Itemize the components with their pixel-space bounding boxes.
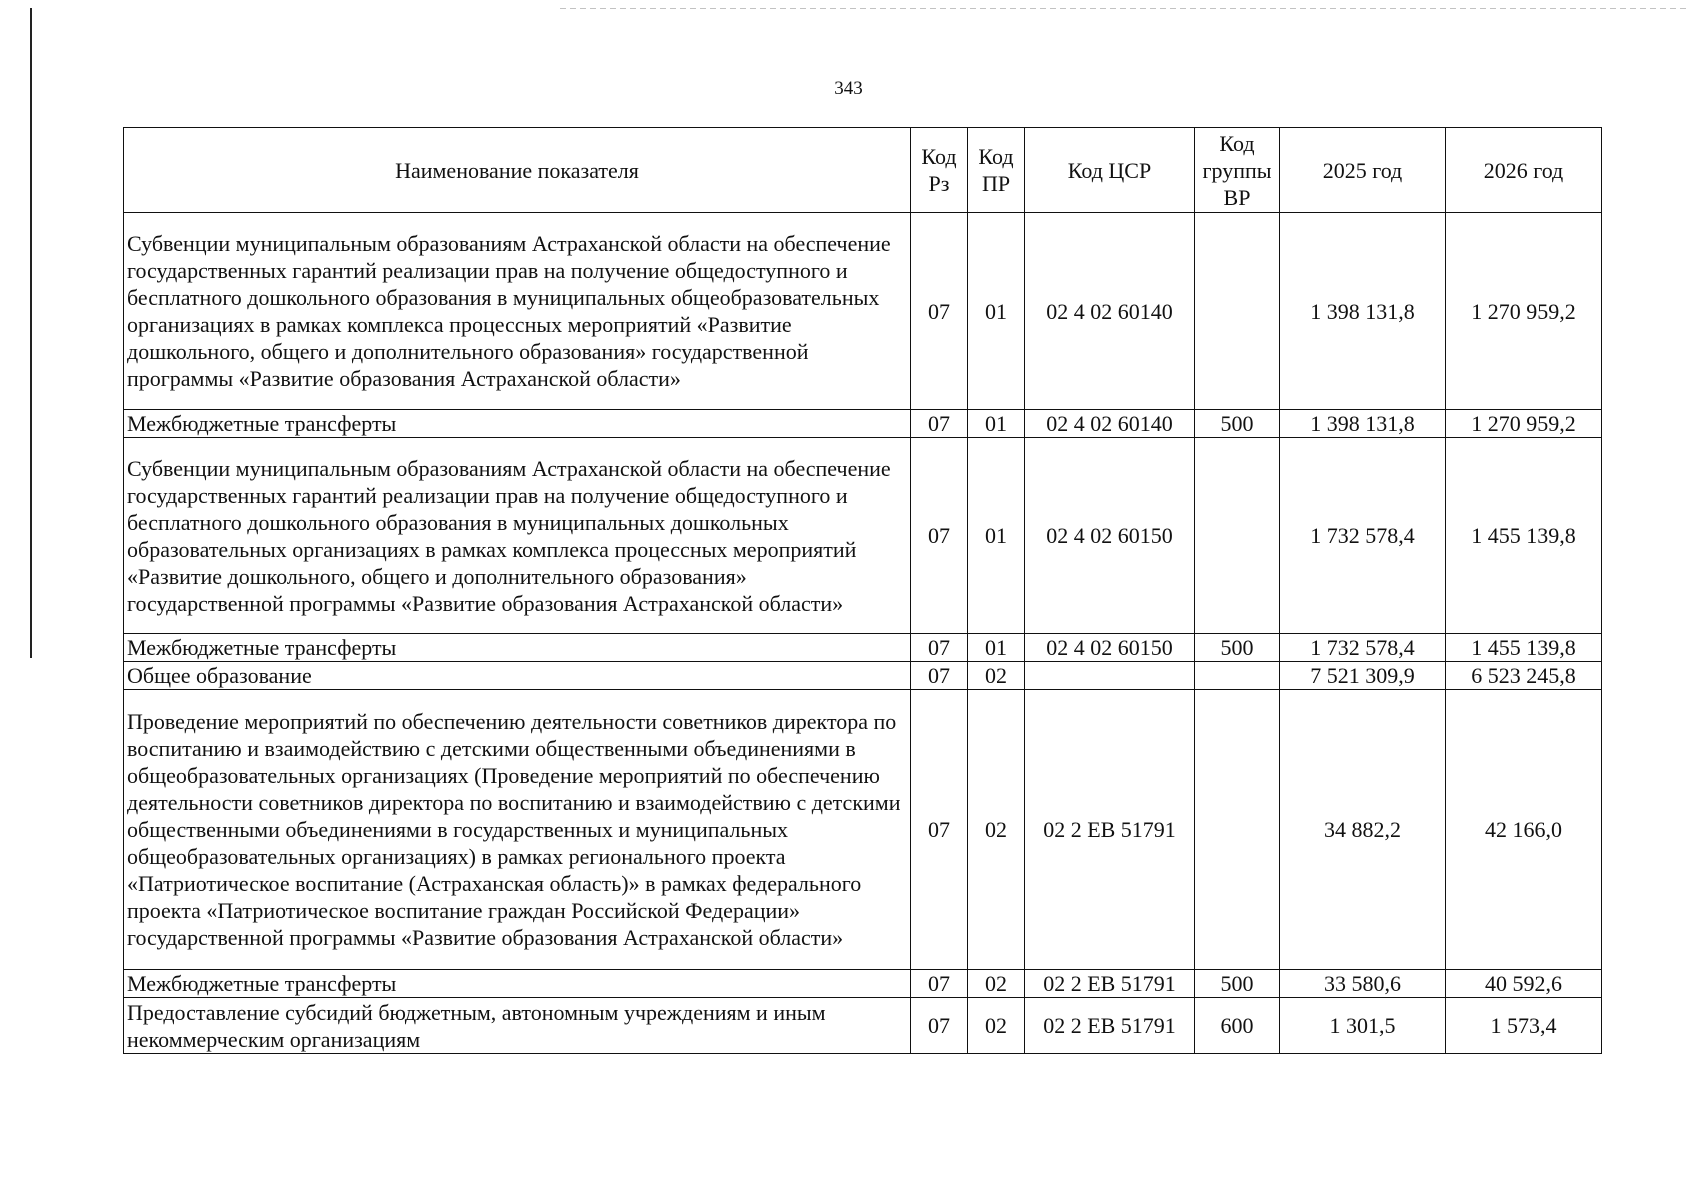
header-rz: Код Рз: [911, 128, 968, 213]
scan-top-edge: [560, 8, 1690, 9]
cell-2025: 1 301,5: [1280, 998, 1446, 1054]
cell-name: Субвенции муниципальным образованиям Астраханской области на обеспечение государственных гарантий реализации прав на получение общедоступного и бесплатного дошкольного образования в муниципальных дошкольных образовательных организациях в рамках комплекса процессных мероприятий «Развитие дошкольного, общего и дополнительного образования» государственной программы «Развитие образования Астраханской области»: [124, 438, 911, 634]
cell-2026: 40 592,6: [1446, 970, 1602, 998]
cell-2026: 1 455 139,8: [1446, 634, 1602, 662]
cell-rz: 07: [911, 410, 968, 438]
cell-rz: 07: [911, 998, 968, 1054]
header-2026: 2026 год: [1446, 128, 1602, 213]
cell-vr: 500: [1195, 634, 1280, 662]
cell-name: Межбюджетные трансферты: [124, 970, 911, 998]
header-pr: Код ПР: [968, 128, 1025, 213]
cell-csr: 02 4 02 60150: [1025, 438, 1195, 634]
cell-csr: 02 4 02 60150: [1025, 634, 1195, 662]
cell-name: Общее образование: [124, 662, 911, 690]
cell-pr: 02: [968, 690, 1025, 970]
cell-2025: 34 882,2: [1280, 690, 1446, 970]
cell-rz: 07: [911, 970, 968, 998]
table-row: [124, 970, 1602, 998]
cell-csr: 02 2 EB 51791: [1025, 690, 1195, 970]
cell-2025: 1 732 578,4: [1280, 438, 1446, 634]
cell-name: Межбюджетные трансферты: [124, 410, 911, 438]
cell-pr: 02: [968, 970, 1025, 998]
table-row: [124, 438, 1602, 634]
cell-vr: [1195, 213, 1280, 410]
cell-csr: 02 4 02 60140: [1025, 213, 1195, 410]
cell-2025: 1 398 131,8: [1280, 213, 1446, 410]
cell-rz: 07: [911, 213, 968, 410]
cell-pr: 01: [968, 410, 1025, 438]
cell-name: Межбюджетные трансферты: [124, 634, 911, 662]
cell-csr: [1025, 662, 1195, 690]
cell-rz: 07: [911, 690, 968, 970]
cell-2025: 1 732 578,4: [1280, 634, 1446, 662]
cell-rz: 07: [911, 438, 968, 634]
table-row: [124, 213, 1602, 410]
cell-csr: 02 4 02 60140: [1025, 410, 1195, 438]
cell-2025: 1 398 131,8: [1280, 410, 1446, 438]
cell-2026: 1 573,4: [1446, 998, 1602, 1054]
table-row: [124, 634, 1602, 662]
table-header-row: [124, 128, 1602, 213]
cell-2025: 33 580,6: [1280, 970, 1446, 998]
header-vr: Код группы ВР: [1195, 128, 1280, 213]
cell-vr: [1195, 690, 1280, 970]
header-name: Наименование показателя: [124, 128, 911, 213]
cell-pr: 01: [968, 213, 1025, 410]
cell-2025: 7 521 309,9: [1280, 662, 1446, 690]
cell-vr: 500: [1195, 970, 1280, 998]
cell-vr: [1195, 438, 1280, 634]
cell-name: Предоставление субсидий бюджетным, автономным учреждениям и иным некоммерческим организациям: [124, 998, 911, 1054]
cell-name: Проведение мероприятий по обеспечению деятельности советников директора по воспитанию и взаимодействию с детскими общественными объединениями в общеобразовательных организациях (Проведение мероприятий по обеспечению деятельности советников директора по воспитанию и взаимодействию с детскими общественными объединениями в государственных и муниципальных общеобразовательных организациях) в рамках регионального проекта «Патриотическое воспитание (Астраханская область)» в рамках федерального проекта «Патриотическое воспитание граждан Российской Федерации» государственной программы «Развитие образования Астраханской области»: [124, 690, 911, 970]
cell-pr: 01: [968, 438, 1025, 634]
header-csr: Код ЦСР: [1025, 128, 1195, 213]
table-row: [124, 690, 1602, 970]
table-row: [124, 662, 1602, 690]
cell-2026: 42 166,0: [1446, 690, 1602, 970]
cell-pr: 02: [968, 998, 1025, 1054]
cell-vr: [1195, 662, 1280, 690]
cell-2026: 6 523 245,8: [1446, 662, 1602, 690]
cell-2026: 1 270 959,2: [1446, 410, 1602, 438]
table-row: [124, 410, 1602, 438]
cell-pr: 02: [968, 662, 1025, 690]
header-2025: 2025 год: [1280, 128, 1446, 213]
cell-vr: 600: [1195, 998, 1280, 1054]
scan-margin-line: [30, 8, 32, 658]
table-row: [124, 998, 1602, 1054]
cell-2026: 1 455 139,8: [1446, 438, 1602, 634]
cell-rz: 07: [911, 634, 968, 662]
cell-rz: 07: [911, 662, 968, 690]
page-number: 343: [834, 78, 863, 99]
cell-vr: 500: [1195, 410, 1280, 438]
cell-name: Субвенции муниципальным образованиям Астраханской области на обеспечение государственных гарантий реализации прав на получение общедоступного и бесплатного дошкольного образования в муниципальных общеобразовательных организациях в рамках комплекса процессных мероприятий «Развитие дошкольного, общего и дополнительного образования» государственной программы «Развитие образования Астраханской области»: [124, 213, 911, 410]
cell-2026: 1 270 959,2: [1446, 213, 1602, 410]
budget-table: [123, 127, 1602, 1054]
cell-pr: 01: [968, 634, 1025, 662]
cell-csr: 02 2 EB 51791: [1025, 970, 1195, 998]
cell-csr: 02 2 EB 51791: [1025, 998, 1195, 1054]
